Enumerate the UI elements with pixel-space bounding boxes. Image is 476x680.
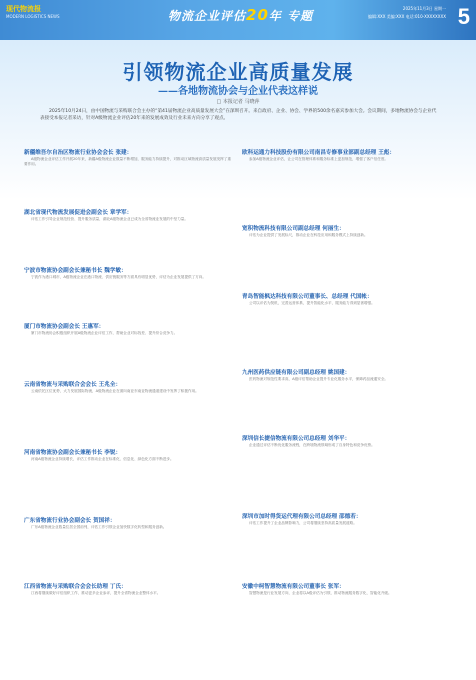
section-title: 九州医药供应链有限公司副总经理 姚国建：	[242, 370, 351, 376]
newspaper-logo: 现代物流报	[6, 5, 41, 13]
section-banner-title	[168, 6, 313, 24]
section-title: 云南省物流与采购联合会会长 王兆全：	[24, 382, 122, 388]
section-title: 深圳信长捷信物流有限公司总经理 刘华平：	[242, 436, 351, 442]
section-title: 新疆维吾尔自治区物流行业协会会长 张建：	[24, 150, 133, 156]
section-title: 深圳市加时得货运代理有限公司总经理 邵德若：	[242, 514, 362, 520]
section-body: 参加A级物流企业评估，让公司在管理体系和服务标准上更加规范，增强了客户信任度。	[249, 157, 389, 161]
section-body: 云南依托区位优势，大力发展国际物流，A级物流企业在面向南亚东南亚物流通道建设中发挥了积极作用。	[31, 389, 199, 393]
banner-title-pre: 物流企业评估	[168, 9, 247, 23]
section-body: 厦门市物流协会积极组织开展A级物流企业评估工作，帮助企业对标找差、提升综合竞争力。	[31, 331, 178, 335]
section-body: 河南A级物流企业持续增长，评估工作推动企业在标准化、信息化、绿色化方面不断进步。	[31, 457, 174, 461]
section-title: 安徽中柯智慧物流有限公司董事长 张军：	[242, 584, 345, 590]
section-body: 企业通过评估不断优化服务流程，在跨境物流领域形成了自身特色和竞争优势。	[249, 443, 375, 447]
banner-title-post: 年 专题	[268, 9, 314, 23]
section-title: 欧科运通力科技股份有限公司南昌专修事业部副总经理 王彪：	[242, 150, 395, 156]
section-title: 广东省物流行业协会副会长 贺国祥：	[24, 518, 116, 524]
page-header	[0, 0, 476, 40]
newspaper-subtitle: MODERN LOGISTICS NEWS	[6, 14, 60, 19]
section-body: 评估工作引导企业规范经营、提升服务质量，湖北A级物流企业已成为全省物流业发展的中坚力量。	[31, 217, 188, 221]
article-subtitle: ——各地物流协会与企业代表这样说	[158, 86, 318, 97]
section-body: 江西将继续做好评估组织工作，推动更多企业参评，提升全省物流企业整体水平。	[31, 591, 161, 595]
banner-title-number: 20	[246, 6, 269, 24]
section-body: 评估工作提升了企业品牌影响力，公司将继续坚持高质量发展道路。	[249, 521, 357, 525]
issue-date: 2025年11月3日 星期一	[402, 6, 446, 11]
article-byline: □ 本报记者 马晓萍	[216, 99, 260, 105]
section-body: 宁波作为港口城市，A级物流企业在港口物流、供应链服务等方面具有明显优势，评估为企业发展提供了方向。	[31, 275, 206, 279]
editor-info: 编辑:XXX 美编:XXX 电话:010-XXXXXXXX	[367, 14, 446, 19]
section-title: 厦门市物流协会副会长 王惠军：	[24, 324, 105, 330]
section-title: 河南省物流协会副会长兼秘书长 李锐：	[24, 450, 122, 456]
section-title: 江西省物流与采购联合会会长助理 丁氏：	[24, 584, 127, 590]
section-body: 评估为企业提供了发展标尺，推动企业在科技应用和服务模式上持续创新。	[249, 233, 368, 237]
section-body: 智慧物流是行业发展方向，企业将以A级评估为引领，推动物流服务数字化、智能化升级。	[249, 591, 392, 595]
section-title: 宽积物流科技有限公司副总经理 何丽生：	[242, 226, 345, 232]
section-title: 湖北省现代物流发展促进会副会长 章学军：	[24, 210, 133, 216]
page-number: 5	[457, 4, 470, 29]
section-title: 宁波市物流协会副会长兼秘书长 魏学敏：	[24, 268, 127, 274]
section-body: 广东A级物流企业数量位居全国前列，评估工作引领企业加快数字化转型和服务创新。	[31, 525, 167, 529]
section-title: 青岛智能枫达科技有限公司董事长、总经理 代国帐：	[242, 294, 373, 300]
article-intro: 2025年10月24日，由中国物流与采购联合会主办的“第41届物流企业高质量发展大会”在深圳召开。来自政府、企业、协会、学界的500余名嘉宾参加大会。会议期间，多地物流协会与企业代表接受本报记者采访，针对A级物流企业评估20年来的发展成效及行业未来方向分享了观点。	[40, 109, 437, 121]
article-title: 引领物流企业高质量发展	[122, 60, 354, 84]
section-body: A级物流企业评估工作开展20年来，新疆A级物流企业数量不断增加，服务能力持续提升，对推动区域物流高质量发展发挥了重要作用。	[24, 157, 231, 167]
section-body: 医药物流对规范性要求高，A级评估帮助企业提升专业化服务水平，保障药品流通安全。	[249, 377, 389, 381]
section-body: 公司以评估为契机，完善运营体系，提升智能化水平，服务能力得到显著增强。	[249, 301, 375, 305]
